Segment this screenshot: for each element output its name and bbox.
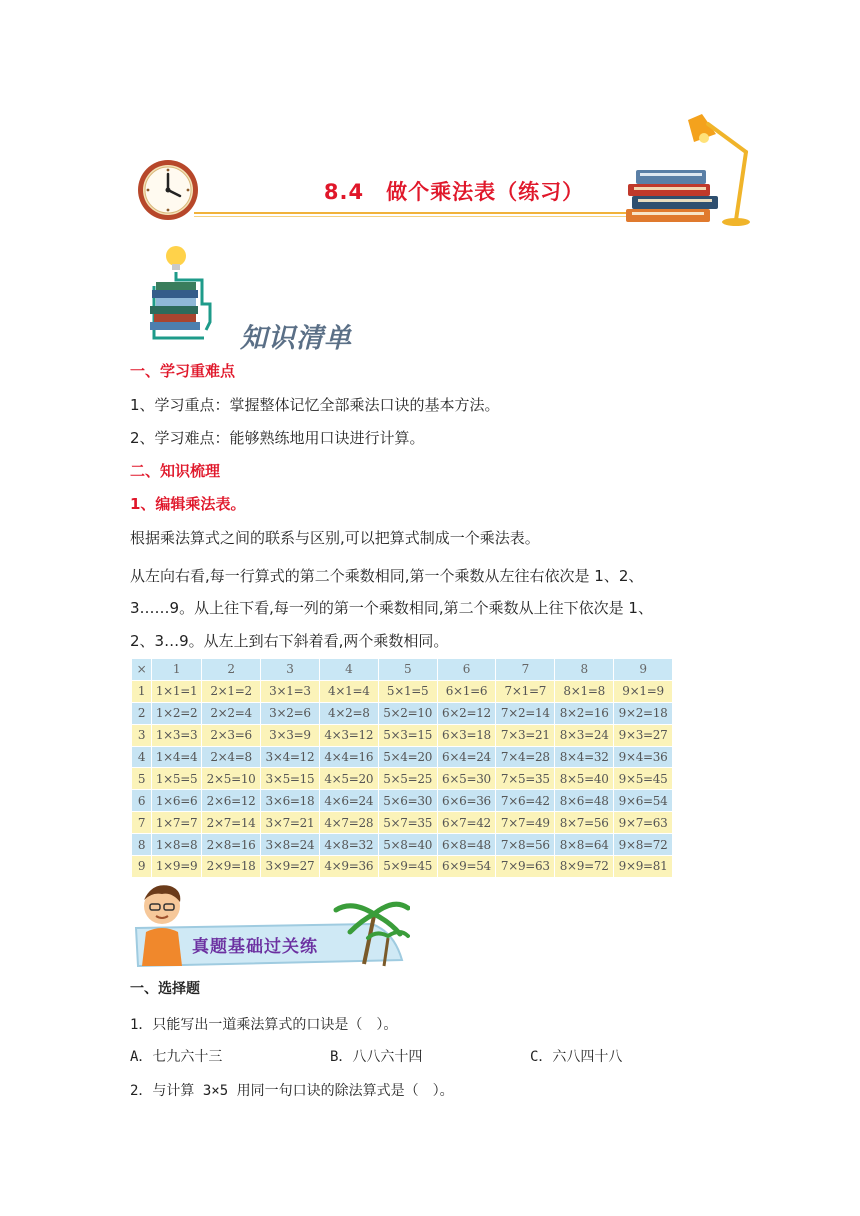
table-cell: 6×2=12 <box>437 702 496 724</box>
paragraph-2-line-2: 3……9。从上往下看,每一列的第一个乘数相同,第二个乘数从上往下依次是 1、 <box>130 599 653 617</box>
table-cell: 5×9=45 <box>378 856 437 878</box>
table-cell: 5×8=40 <box>378 834 437 856</box>
table-cell: 5×4=20 <box>378 746 437 768</box>
section-heading-key-points: 一、学习重难点 <box>130 362 236 380</box>
table-cell: 5×3=15 <box>378 724 437 746</box>
table-cell: 7×1=7 <box>496 680 555 702</box>
table-cell: 2×7=14 <box>202 812 261 834</box>
table-cell: 6×3=18 <box>437 724 496 746</box>
table-cell: 8×9=72 <box>555 856 614 878</box>
table-cell: 8×3=24 <box>555 724 614 746</box>
table-cell: 2×3=6 <box>202 724 261 746</box>
section-heading-knowledge: 二、知识梳理 <box>130 462 221 480</box>
table-row <box>132 790 673 812</box>
table-cell: 7×4=28 <box>496 746 555 768</box>
table-cell: 2×2=4 <box>202 702 261 724</box>
table-cell: 2×4=8 <box>202 746 261 768</box>
table-cell: 6×4=24 <box>437 746 496 768</box>
table-cell: 7×2=14 <box>496 702 555 724</box>
table-cell: 1×1=1 <box>152 680 202 702</box>
multiplication-table <box>131 658 673 878</box>
table-cell: 2×6=12 <box>202 790 261 812</box>
table-cell: 6×9=54 <box>437 856 496 878</box>
page-header <box>134 112 774 230</box>
table-cell: 4×2=8 <box>319 702 378 724</box>
table-cell: 4×3=12 <box>319 724 378 746</box>
table-cell: 8×4=32 <box>555 746 614 768</box>
key-point-2: 2、学习难点：能够熟练地用口诀进行计算。 <box>130 429 425 447</box>
table-header-cell: 7 <box>496 659 555 681</box>
table-cell: 8×5=40 <box>555 768 614 790</box>
table-row-label: 1 <box>132 680 152 702</box>
table-cell: 3×5=15 <box>261 768 320 790</box>
table-cell: 5×5=25 <box>378 768 437 790</box>
table-header-cell: 4 <box>319 659 378 681</box>
table-cell: 1×9=9 <box>152 856 202 878</box>
table-row-label: 6 <box>132 790 152 812</box>
table-cell: 2×9=18 <box>202 856 261 878</box>
table-cell: 3×7=21 <box>261 812 320 834</box>
option-c: C．六八四十八 <box>530 1049 623 1065</box>
table-cell: 3×3=9 <box>261 724 320 746</box>
table-cell: 1×2=2 <box>152 702 202 724</box>
table-row-label: 3 <box>132 724 152 746</box>
table-row <box>132 680 673 702</box>
table-cell: 8×1=8 <box>555 680 614 702</box>
table-cell: 7×7=49 <box>496 812 555 834</box>
exercise-label: 真题基础过关练 <box>192 937 318 957</box>
table-row <box>132 812 673 834</box>
table-row-label: 2 <box>132 702 152 724</box>
table-cell: 6×6=36 <box>437 790 496 812</box>
table-cell: 7×3=21 <box>496 724 555 746</box>
table-cell: 9×4=36 <box>614 746 673 768</box>
knowledge-list-label: 知识清单 <box>240 323 352 354</box>
table-row-label: 8 <box>132 834 152 856</box>
table-cell: 7×6=42 <box>496 790 555 812</box>
table-header-cell: 5 <box>378 659 437 681</box>
choice-heading: 一、选择题 <box>130 981 200 997</box>
table-header-cell: 8 <box>555 659 614 681</box>
table-cell: 3×6=18 <box>261 790 320 812</box>
paragraph-1: 根据乘法算式之间的联系与区别,可以把算式制成一个乘法表。 <box>130 529 540 547</box>
table-cell: 1×3=3 <box>152 724 202 746</box>
knowledge-list-badge <box>144 242 354 354</box>
table-cell: 2×5=10 <box>202 768 261 790</box>
table-header-cell: 1 <box>152 659 202 681</box>
title-underline <box>194 212 634 217</box>
table-cell: 8×2=16 <box>555 702 614 724</box>
table-cell: 4×4=16 <box>319 746 378 768</box>
table-cell: 9×6=54 <box>614 790 673 812</box>
table-cell: 9×1=9 <box>614 680 673 702</box>
table-cell: 4×8=32 <box>319 834 378 856</box>
table-cell: 9×2=18 <box>614 702 673 724</box>
table-cell: 7×8=56 <box>496 834 555 856</box>
table-header-cell: 9 <box>614 659 673 681</box>
subheading-multiplication-table: 1、编辑乘法表。 <box>130 495 246 513</box>
table-row <box>132 702 673 724</box>
table-cell: 3×8=24 <box>261 834 320 856</box>
table-header-cell: 3 <box>261 659 320 681</box>
option-b: B．八八六十四 <box>330 1049 423 1065</box>
page-title: 8.4 做个乘法表（练习） <box>323 180 585 204</box>
key-point-1: 1、学习重点：掌握整体记忆全部乘法口诀的基本方法。 <box>130 396 500 414</box>
table-row <box>132 746 673 768</box>
table-cell: 6×5=30 <box>437 768 496 790</box>
table-cell: 6×7=42 <box>437 812 496 834</box>
table-cell: 2×8=16 <box>202 834 261 856</box>
table-cell: 7×5=35 <box>496 768 555 790</box>
table-row <box>132 724 673 746</box>
table-cell: 4×5=20 <box>319 768 378 790</box>
books-and-lamp-icon <box>624 112 774 230</box>
table-cell: 8×8=64 <box>555 834 614 856</box>
table-cell: 5×2=10 <box>378 702 437 724</box>
table-cell: 3×4=12 <box>261 746 320 768</box>
table-cell: 8×7=56 <box>555 812 614 834</box>
table-header-row <box>132 659 673 681</box>
table-cell: 1×6=6 <box>152 790 202 812</box>
table-row-label: 4 <box>132 746 152 768</box>
table-cell: 3×1=3 <box>261 680 320 702</box>
table-corner-cell: × <box>132 659 152 681</box>
question-2: 2．与计算 3×5 用同一句口诀的除法算式是（ ）。 <box>130 1083 454 1099</box>
table-cell: 9×9=81 <box>614 856 673 878</box>
table-cell: 9×7=63 <box>614 812 673 834</box>
table-cell: 2×1=2 <box>202 680 261 702</box>
paragraph-2-line-3: 2、3…9。从左上到右下斜着看,两个乘数相同。 <box>130 632 449 650</box>
table-header-cell: 6 <box>437 659 496 681</box>
table-row <box>132 834 673 856</box>
table-row-label: 5 <box>132 768 152 790</box>
table-cell: 1×5=5 <box>152 768 202 790</box>
table-cell: 8×6=48 <box>555 790 614 812</box>
table-header-cell: 2 <box>202 659 261 681</box>
table-cell: 3×2=6 <box>261 702 320 724</box>
exercise-badge <box>132 880 410 970</box>
table-cell: 4×1=4 <box>319 680 378 702</box>
table-cell: 5×6=30 <box>378 790 437 812</box>
table-cell: 4×7=28 <box>319 812 378 834</box>
table-cell: 1×7=7 <box>152 812 202 834</box>
table-cell: 5×1=5 <box>378 680 437 702</box>
table-cell: 7×9=63 <box>496 856 555 878</box>
table-row <box>132 856 673 878</box>
table-cell: 9×3=27 <box>614 724 673 746</box>
paragraph-2-line-1: 从左向右看,每一行算式的第二个乘数相同,第一个乘数从左往右依次是 1、2、 <box>130 567 644 585</box>
table-cell: 9×8=72 <box>614 834 673 856</box>
table-row <box>132 768 673 790</box>
table-cell: 5×7=35 <box>378 812 437 834</box>
table-cell: 3×9=27 <box>261 856 320 878</box>
table-cell: 9×5=45 <box>614 768 673 790</box>
table-row-label: 7 <box>132 812 152 834</box>
table-cell: 6×1=6 <box>437 680 496 702</box>
table-cell: 6×8=48 <box>437 834 496 856</box>
question-1: 1．只能写出一道乘法算式的口诀是（ ）。 <box>130 1017 398 1033</box>
table-row-label: 9 <box>132 856 152 878</box>
option-a: A．七九六十三 <box>130 1049 223 1065</box>
table-cell: 4×9=36 <box>319 856 378 878</box>
table-cell: 4×6=24 <box>319 790 378 812</box>
table-cell: 1×4=4 <box>152 746 202 768</box>
table-cell: 1×8=8 <box>152 834 202 856</box>
